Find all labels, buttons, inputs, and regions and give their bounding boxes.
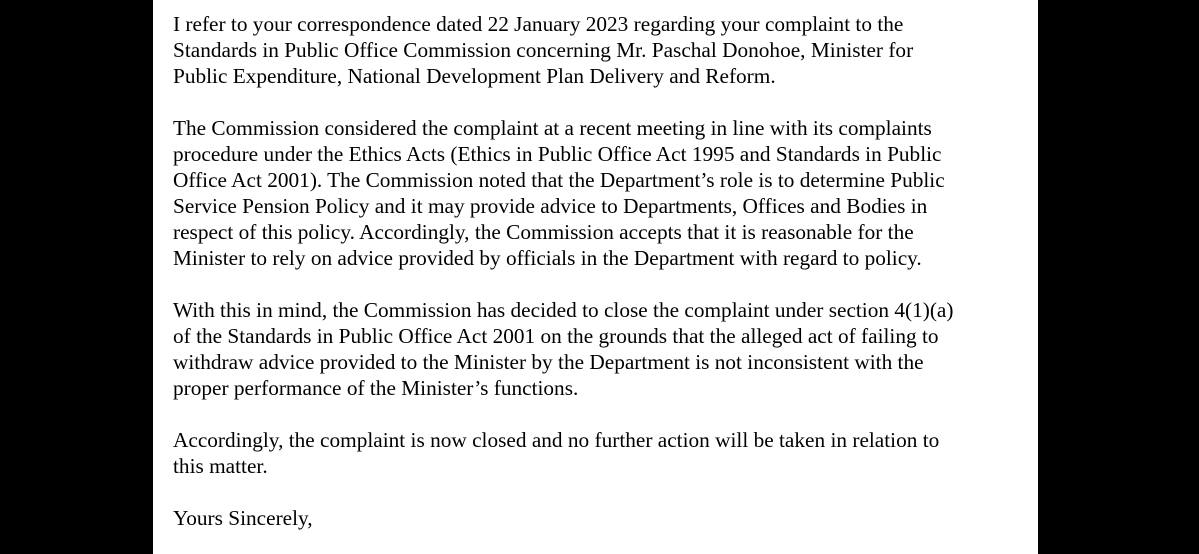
closing-salutation xyxy=(173,505,1033,531)
text-line: With this in mind, the Commission has decided to close the complaint under section 4(1)(a) xyxy=(173,298,954,322)
text-line: The Commission considered the complaint at a recent meeting in line with its complaints xyxy=(173,116,932,140)
text-line: Office Act 2001). The Commission noted that the Department’s role is to determine Public xyxy=(173,168,945,192)
letter-body xyxy=(173,11,1033,554)
paragraph-closure xyxy=(173,427,1033,479)
letter-page xyxy=(153,0,1038,554)
text-line: Minister to rely on advice provided by officials in the Department with regard to policy. xyxy=(173,246,922,270)
text-line: I refer to your correspondence dated 22 January 2023 regarding your complaint to the xyxy=(173,12,904,36)
text-line: this matter. xyxy=(173,454,268,478)
text-line: Yours Sincerely, xyxy=(173,506,313,530)
paragraph-decision xyxy=(173,297,1033,401)
paragraph-correspondence-reference xyxy=(173,11,1033,89)
text-line: procedure under the Ethics Acts (Ethics in Public Office Act 1995 and Standards in Public xyxy=(173,142,942,166)
text-line: Standards in Public Office Commission concerning Mr. Paschal Donohoe, Minister for xyxy=(173,38,914,62)
text-line: Public Expenditure, National Development Plan Delivery and Reform. xyxy=(173,64,776,88)
text-line: respect of this policy. Accordingly, the Commission accepts that it is reasonable for the xyxy=(173,220,914,244)
text-line: withdraw advice provided to the Minister by the Department is not inconsistent with the xyxy=(173,350,924,374)
text-line: proper performance of the Minister’s functions. xyxy=(173,376,579,400)
paragraph-commission-consideration xyxy=(173,115,1033,271)
text-line: Service Pension Policy and it may provide advice to Departments, Offices and Bodies in xyxy=(173,194,928,218)
text-line: of the Standards in Public Office Act 2001 on the grounds that the alleged act of failing to xyxy=(173,324,939,348)
text-line: Accordingly, the complaint is now closed and no further action will be taken in relation to xyxy=(173,428,940,452)
